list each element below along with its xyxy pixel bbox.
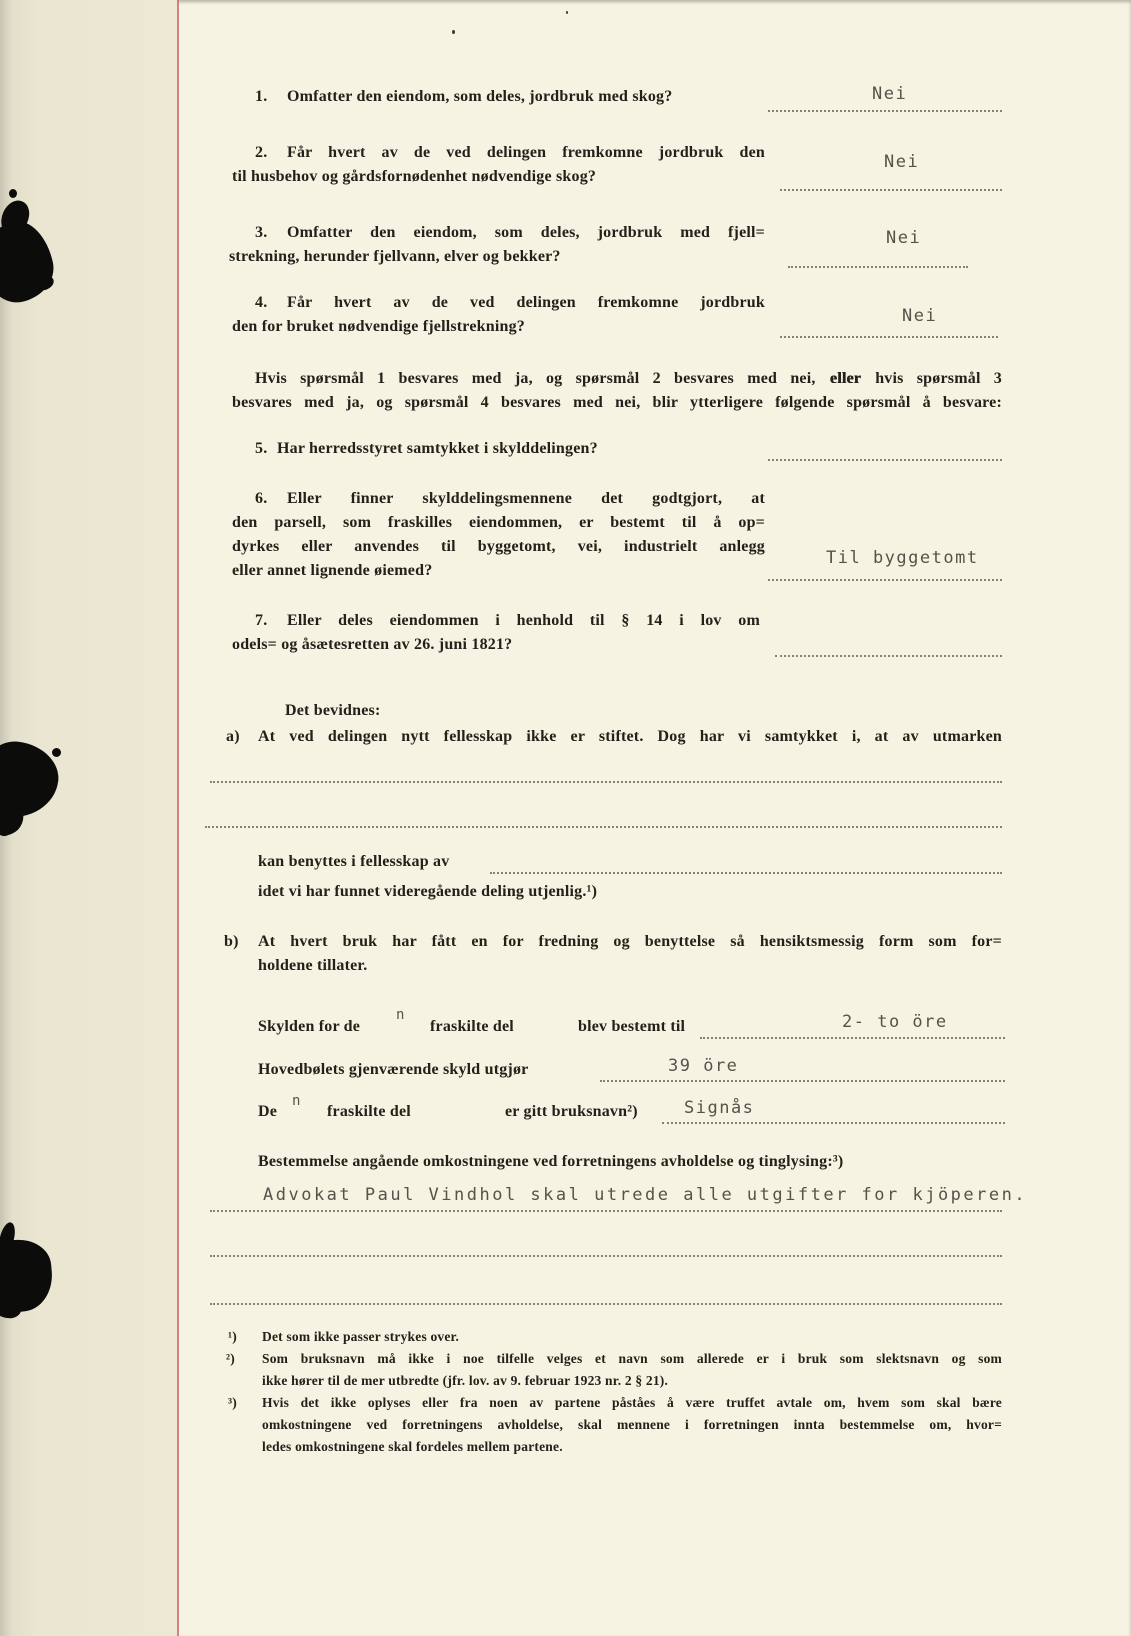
question-2-text-line2: til husbehov og gårdsfornødenhet nødvendige skog? — [232, 168, 597, 185]
ink-blot-top-drip — [9, 189, 17, 198]
question-3-text-line2: strekning, herunder fjellvann, elver og bekker? — [229, 248, 561, 265]
kan-answer-line — [490, 869, 1002, 874]
question-2-number: 2. — [255, 144, 268, 161]
attestation-b-marker: b) — [224, 933, 239, 950]
footnote-3-text-line1: Hvis det ikke oplyses eller fra noen av partene påståes å være truffet avtale om, hvem som skal bære — [262, 1395, 1002, 1410]
question-3-number: 3. — [255, 224, 268, 241]
footnote-1-marker: ¹) — [228, 1329, 237, 1344]
answer-line-6 — [768, 576, 1002, 581]
blank-line-2 — [205, 823, 1002, 828]
answer-1-value: Nei — [872, 84, 908, 104]
conditions-text-c: hvis spørsmål 3 — [875, 370, 1002, 387]
footnote-2-text-line1: Som bruksnavn må ikke i noe tilfelle velges et navn som allerede er i bruk som slektsnavn og som — [262, 1351, 1002, 1366]
attestation-b-text-line1: At hvert bruk har fått en for fredning og benyttelse så hensiktsmessig form som for= — [258, 933, 1002, 950]
bestemmelse-answer-value: Advokat Paul Vindhol skal utrede alle utgifter for kjöperen. — [263, 1185, 1028, 1205]
ink-blot-middle-speck — [52, 748, 61, 757]
question-1-text: Omfatter den eiendom, som deles, jordbruk med skog? — [287, 88, 673, 105]
question-1-number: 1. — [255, 88, 268, 105]
hoved-label: Hovedbølets gjenværende skyld utgjør — [258, 1061, 529, 1078]
bruksnavn-label-pre: De — [258, 1103, 278, 1120]
ink-speck — [566, 11, 568, 14]
question-4-text-line2: den for bruket nødvendige fjellstrekning? — [232, 318, 525, 335]
question-6-number: 6. — [255, 490, 268, 507]
skylden-label-post: blev bestemt til — [578, 1018, 686, 1035]
answer-4-value: Nei — [902, 306, 938, 326]
skylden-answer-line — [700, 1034, 1005, 1039]
question-7-number: 7. — [255, 612, 268, 629]
answer-line-4 — [780, 333, 998, 338]
bestemmelse-answer-line — [210, 1207, 1002, 1212]
question-4-text-line1: Får hvert av de ved delingen fremkomne jordbruk — [287, 294, 765, 311]
attestation-b-text-line2: holdene tillater. — [258, 957, 368, 974]
answer-3-value: Nei — [886, 228, 922, 248]
bruksnavn-label-post: er gitt bruksnavn²) — [505, 1103, 638, 1120]
footnote-3-marker: ³) — [228, 1395, 237, 1410]
skylden-label-pre: Skylden for de — [258, 1018, 361, 1035]
conditions-paragraph-line1 — [255, 368, 1002, 390]
conditions-paragraph-line2: besvares med ja, og spørsmål 4 besvares med nei, blir ytterligere følgende spørsmål å besvare: — [232, 394, 1002, 411]
question-6-text-line3: dyrkes eller anvendes til byggetomt, vei, industrielt anlegg — [232, 538, 765, 555]
hoved-answer-value: 39 öre — [668, 1056, 739, 1076]
bestemmelse-label: Bestemmelse angående omkostningene ved forretningens avholdelse og tinglysing:³) — [258, 1153, 844, 1170]
bruksnavn-answer-line — [662, 1119, 1005, 1124]
question-2-text-line1: Får hvert av de ved delingen fremkomne jordbruk den — [287, 144, 765, 161]
ink-speck — [452, 30, 455, 34]
question-7-text-line1: Eller deles eiendommen i henhold til § 14 i lov om — [287, 612, 760, 629]
footnote-1-text: Det som ikke passer strykes over. — [262, 1329, 460, 1344]
footnote-2-marker: ²) — [226, 1351, 235, 1366]
question-6-text-line1: Eller finner skylddelingsmennene det godtgjort, at — [287, 490, 765, 507]
answer-2-value: Nei — [884, 152, 920, 172]
margin-rule-line — [177, 0, 179, 1636]
skylden-typed-n: n — [396, 1007, 406, 1023]
bruksnavn-answer-value: Signås — [684, 1098, 755, 1118]
footnote-3-text-line3: ledes omkostningene skal fordeles mellem partene. — [262, 1439, 563, 1454]
answer-6-value: Til byggetomt — [826, 548, 979, 568]
bruksnavn-typed-n: n — [292, 1093, 302, 1109]
attestation-a-text: At ved delingen nytt fellesskap ikke er stiftet. Dog har vi samtykket i, at av utmarken — [258, 728, 1002, 745]
attestation-idet-text: idet vi har funnet videregående deling utjenlig.¹) — [258, 883, 598, 900]
footnote-3-text-line2: omkostningene ved forretningens avholdelse, skal mennene i forretningen innta bestemmelse om, hvor= — [262, 1417, 1002, 1432]
hoved-answer-line — [600, 1077, 1005, 1082]
attestation-heading: Det bevidnes: — [285, 702, 381, 719]
attestation-kan-text: kan benyttes i fellesskap av — [258, 853, 450, 870]
question-5-number: 5. — [255, 440, 268, 457]
answer-line-3 — [788, 263, 968, 268]
attestation-a-marker: a) — [226, 728, 240, 745]
answer-line-1 — [768, 107, 1002, 112]
question-4-number: 4. — [255, 294, 268, 311]
question-3-text-line1: Omfatter den eiendom, som deles, jordbruk med fjell= — [287, 224, 765, 241]
answer-line-5 — [768, 456, 1002, 461]
skylden-label-mid: fraskilte del — [430, 1018, 514, 1035]
bruksnavn-label-mid: fraskilte del — [327, 1103, 411, 1120]
blank-line-3 — [210, 1252, 1002, 1257]
question-6-text-line2: den parsell, som fraskilles eiendommen, er bestemt til å op= — [232, 514, 765, 531]
answer-line-2 — [780, 186, 1002, 191]
conditions-text-emphasis: eller — [829, 370, 861, 387]
footnote-2-text-line2: ikke hører til de mer utbredte (jfr. lov. av 9. februar 1923 nr. 2 § 21). — [262, 1373, 669, 1388]
blank-line-1 — [210, 778, 1002, 783]
answer-line-7 — [775, 652, 1002, 657]
blank-line-4 — [210, 1300, 1002, 1305]
question-5-text: Har herredsstyret samtykket i skylddelingen? — [277, 440, 598, 457]
skylden-answer-value: 2- to öre — [842, 1012, 948, 1032]
conditions-text-a: Hvis spørsmål 1 besvares med ja, og spørsmål 2 besvares med nei, — [255, 370, 816, 387]
question-6-text-line4: eller annet lignende øiemed? — [232, 562, 433, 579]
question-7-text-line2: odels= og åsætesretten av 26. juni 1821? — [232, 636, 513, 653]
